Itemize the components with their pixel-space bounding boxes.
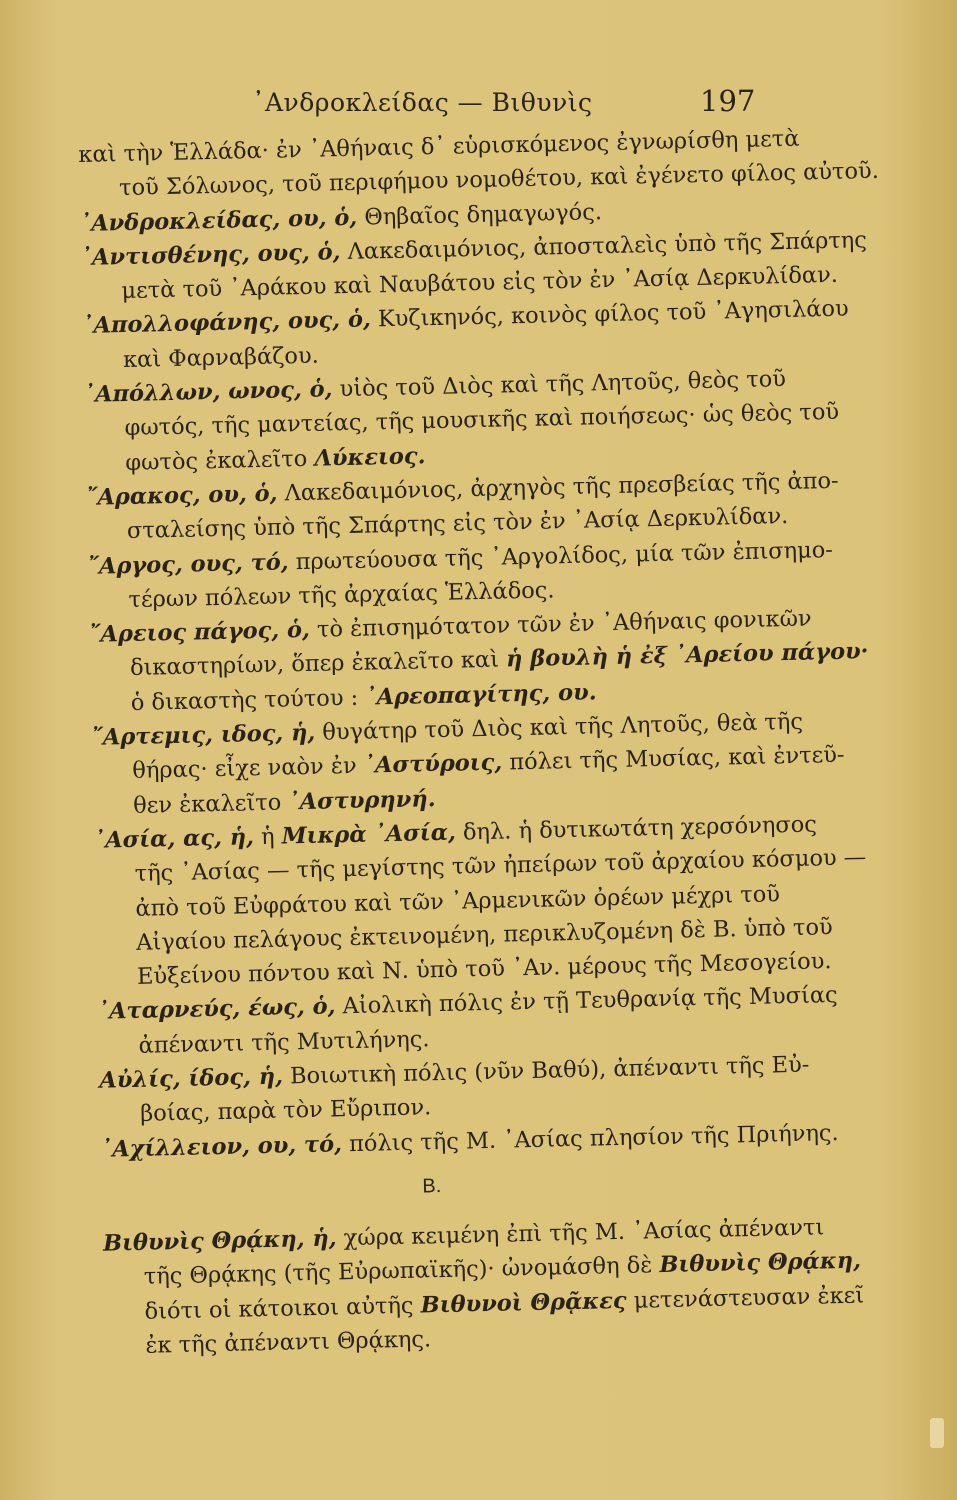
text-line: Εὐξείνου πόντου καὶ Ν. ὑπὸ τοῦ ᾿Αν. μέρους τῆς Μεσογείου. bbox=[136, 948, 832, 990]
headword: ᾿Απόλλων, ωνος, ὁ, bbox=[83, 376, 333, 409]
text-line: θεν ἐκαλεῖτο ᾿Αστυρηνή. bbox=[132, 785, 436, 819]
running-title: ᾿Ανδροκλείδας — Βιθυνὶς bbox=[252, 88, 593, 117]
text-line: τῆς ᾿Ασίας — τῆς μεγίστης τῶν ἠπείρων τοῦ ἀρχαίου κόσμου — bbox=[134, 844, 867, 888]
entry-antisthenes: ᾿Αντισθένης, ους, ὁ, Λακεδαιμόνιος, ἀποσταλεὶς ὑπὸ τῆς Σπάρτης bbox=[80, 227, 868, 271]
entry-asia: ᾿Ασία, ας, ἡ, ἡ Μικρὰ ᾿Ασία, δηλ. ἡ δυτικωτάτη χερσόνησος bbox=[93, 811, 818, 854]
text-line: Αἰγαίου πελάγους ἐκτεινομένη, περικλυζομένη δὲ Β. ὑπὸ τοῦ bbox=[135, 913, 833, 956]
text-line: τέρων πόλεων τῆς ἀρχαίας Ἑλλάδος. bbox=[128, 577, 555, 613]
dictionary-body bbox=[78, 122, 880, 1364]
text-line: καὶ Φαρναβάζου. bbox=[122, 342, 320, 373]
headword: ᾿Ανδροκλείδας, ου, ὁ, bbox=[79, 204, 358, 237]
text-line: θήρας· εἶχε ναὸν ἐν ᾿Αστύροις, πόλει τῆς Μυσίας, καὶ ἐντεῦ- bbox=[132, 742, 845, 785]
entry-bithynis: Βιθυνὶς Θρᾴκη, ἡ, χώρα κειμένη ἐπὶ τῆς Μ. ᾿Ασίας ἀπέναντι bbox=[102, 1214, 825, 1257]
text-line: δικαστηρίων, ὅπερ ἐκαλεῖτο καὶ ἡ βουλὴ ἡ ἐξ ᾿Αρείου πάγου· bbox=[129, 638, 869, 682]
headword: Αὐλίς, ίδος, ἡ, bbox=[99, 1063, 284, 1094]
entry-achilleion: ᾿Αχίλλειον, ου, τό, πόλις τῆς Μ. ᾿Ασίας πλησίον τῆς Πριήνης. bbox=[100, 1119, 839, 1163]
entry-artemis: ῎Αρτεμις, ιδος, ἡ, θυγάτηρ τοῦ Διὸς καὶ τῆς Λητοῦς, θεὰ τῆς bbox=[91, 708, 804, 751]
headword: Βιθυνὶς Θρᾴκη, ἡ, bbox=[102, 1225, 337, 1257]
entry-argos: ῎Αργος, ους, τό, πρωτεύουσα τῆς ᾿Αργολίδος, μία τῶν ἐπισημο- bbox=[87, 536, 834, 580]
headword: ῎Αρειος πάγος, ὁ, bbox=[88, 617, 311, 649]
text-line: σταλείσης ὑπὸ τῆς Σπάρτης εἰς τὸν ἐν ᾿Ασίᾳ Δερκυλίδαν. bbox=[126, 503, 789, 545]
headword: ᾿Αντισθένης, ους, ὁ, bbox=[80, 238, 341, 271]
entry-aulis: Αὐλίς, ίδος, ἡ, Βοιωτικὴ πόλις (νῦν Βαθύ), ἀπέναντι τῆς Εὐ- bbox=[99, 1051, 810, 1094]
text-line: ἀπέναντι τῆς Μυτιλήνης. bbox=[138, 1025, 430, 1059]
entry-androkleidas: ᾿Ανδροκλείδας, ου, ὁ, Θηβαῖος δημαγωγός. bbox=[79, 198, 603, 237]
text-line: διότι οἱ κάτοικοι αὐτῆς Βιθυνοὶ Θρᾷκες μετενάστευσαν ἐκεῖ bbox=[144, 1281, 865, 1325]
headword: ᾿Αχίλλειον, ου, τό, bbox=[100, 1130, 343, 1163]
text-line: ἀπὸ τοῦ Εὐφράτου καὶ τῶν ᾿Αρμενικῶν ὀρέων μέχρι τοῦ bbox=[135, 880, 781, 922]
headword: ῎Αρακος, ου, ὁ, bbox=[85, 480, 278, 511]
headword: ῎Αρτεμις, ιδος, ἡ, bbox=[91, 719, 316, 751]
text-line: φωτός, τῆς μαντείας, τῆς μουσικῆς καὶ ποιήσεως· ὡς θεὸς τοῦ bbox=[124, 399, 840, 442]
text-line: τοῦ Σόλωνος, τοῦ περιφήμου νομοθέτου, καὶ ἐγένετο φίλος αὐτοῦ. bbox=[118, 158, 880, 202]
page-header bbox=[0, 84, 957, 124]
entry-apollophanes: ᾿Απολλοφάνης, ους, ὁ, Κυζικηνός, κοινὸς φίλος τοῦ ᾿Αγησιλάου bbox=[81, 296, 849, 340]
headword: ᾿Αταρνεύς, έως, ὁ, bbox=[97, 993, 336, 1026]
paper-stain bbox=[930, 1418, 944, 1448]
text-line: βοίας, παρὰ τὸν Εὔριπον. bbox=[139, 1094, 432, 1128]
headword: ᾿Ασία, ας, ἡ, bbox=[93, 824, 255, 854]
entry-atarneus: ᾿Αταρνεύς, έως, ὁ, Αἰολικὴ πόλις ἐν τῇ Τευθρανίᾳ τῆς Μυσίας bbox=[97, 982, 838, 1026]
text-line: ἐκ τῆς ἀπέναντι Θρᾴκης. bbox=[145, 1326, 432, 1359]
entry-arakos: ῎Αρακος, ου, ὁ, Λακεδαιμόνιος, ἀρχηγὸς τῆς πρεσβείας τῆς ἀπο- bbox=[85, 467, 839, 511]
section-letter: B. bbox=[422, 1174, 442, 1198]
text-line: φωτὸς ἐκαλεῖτο Λύκειος. bbox=[125, 442, 426, 476]
page-number: 197 bbox=[700, 84, 756, 118]
text-line: καὶ τὴν Ἑλλάδα· ἐν ᾿Αθήναις δ᾿ εὑρισκόμενος ἐγνωρίσθη μετὰ bbox=[78, 125, 800, 168]
text-line: τῆς Θρᾴκης (τῆς Εὐρωπαϊκῆς)· ὠνομάσθη δὲ Βιθυνὶς Θρᾴκη, bbox=[143, 1247, 862, 1290]
headword: ῎Αργος, ους, τό, bbox=[87, 548, 289, 580]
text-line: ὁ δικαστὴς τούτου : ᾿Αρεοπαγίτης, ου. bbox=[130, 679, 597, 716]
entry-apollon: ᾿Απόλλων, ωνος, ὁ, υἱὸς τοῦ Διὸς καὶ τῆς Λητοῦς, θεὸς τοῦ bbox=[83, 366, 787, 409]
entry-areios-pagos: ῎Αρειος πάγος, ὁ, τὸ ἐπισημότατον τῶν ἐν ᾿Αθήναις φονικῶν bbox=[88, 605, 812, 649]
headword: ᾿Απολλοφάνης, ους, ὁ, bbox=[81, 306, 372, 340]
text-line: μετὰ τοῦ ᾿Αράκου καὶ Ναυβάτου εἰς τὸν ἐν ᾿Ασίᾳ Δερκυλίδαν. bbox=[121, 261, 839, 305]
